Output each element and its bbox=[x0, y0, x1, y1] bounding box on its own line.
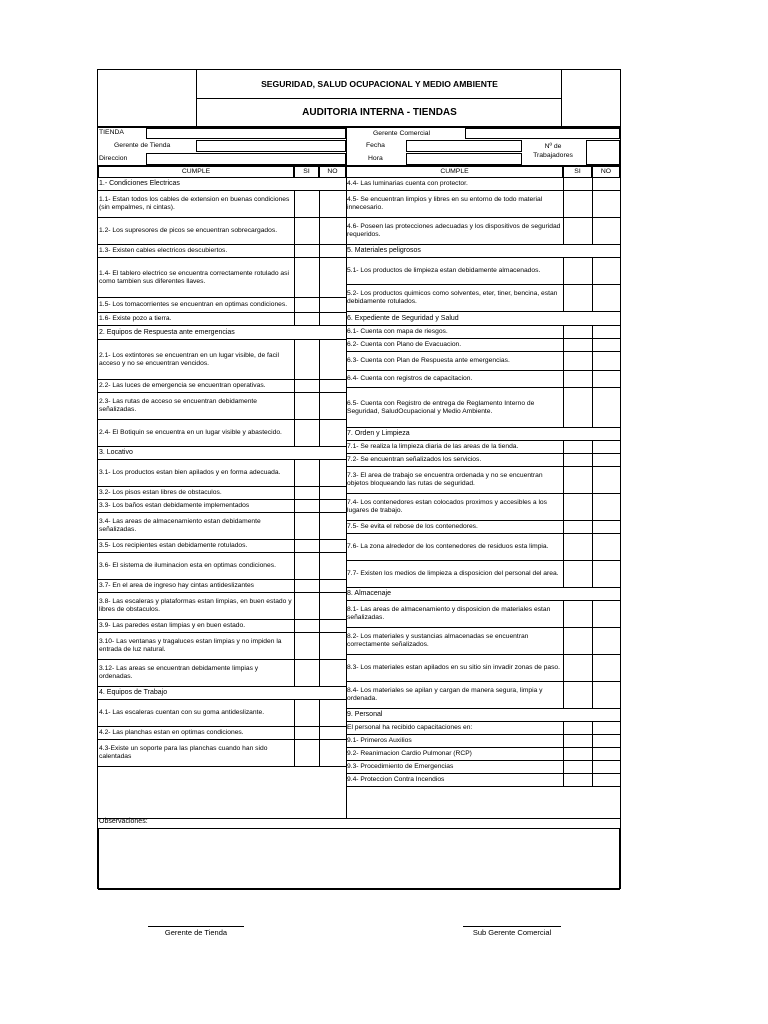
item-text: 9. Personal bbox=[347, 711, 383, 718]
si-checkbox[interactable] bbox=[294, 633, 320, 659]
checklist-item bbox=[98, 540, 346, 553]
section-header bbox=[98, 687, 346, 700]
item-text: 4.2- Las planchas estan en optimas condiciones. bbox=[99, 729, 244, 736]
item-text: 3. Locativo bbox=[99, 449, 133, 456]
item-text: 3.4- Las areas de almacenamiento estan debidamente señalizadas. bbox=[99, 518, 261, 533]
no-checkbox[interactable] bbox=[592, 521, 620, 533]
no-checkbox[interactable] bbox=[592, 628, 620, 654]
si-checkbox[interactable] bbox=[294, 580, 320, 592]
checklist-item bbox=[346, 441, 620, 454]
section-header bbox=[98, 326, 346, 340]
checklist-item bbox=[346, 534, 620, 561]
item-text: 3.1- Los productos estan bien apilados y en forma adecuada. bbox=[99, 469, 281, 476]
si-checkbox[interactable] bbox=[563, 628, 593, 654]
checklist-item bbox=[98, 487, 346, 500]
checklist-item bbox=[98, 191, 346, 218]
item-text: 8. Almacenaje bbox=[347, 590, 391, 597]
no-checkbox[interactable] bbox=[592, 774, 620, 786]
item-text: 8.1- Las areas de almacenamiento y disposicion de materiales estan señalizadas. bbox=[347, 606, 551, 621]
section-header bbox=[346, 245, 620, 258]
item-text: 4.4- Las luminarias cuenta con protector. bbox=[347, 180, 468, 187]
item-text: El personal ha recibido capacitaciones en: bbox=[347, 724, 473, 731]
item-text: 7.1- Se realiza la limpieza diaria de las areas de la tienda. bbox=[347, 443, 519, 450]
no-checkbox[interactable] bbox=[319, 700, 346, 726]
checklist-item bbox=[346, 258, 620, 285]
checklist-item bbox=[98, 633, 346, 660]
si-checkbox[interactable] bbox=[294, 500, 320, 512]
no-checkbox[interactable] bbox=[592, 388, 620, 427]
checklist-item bbox=[98, 620, 346, 633]
si-header-left: SI bbox=[303, 168, 310, 175]
item-text: 3.10- Las ventanas y tragaluces estan limpias y no impiden la entrada de luz natural. bbox=[99, 638, 282, 653]
checklist-item bbox=[346, 388, 620, 428]
item-text: 4.3-Existe un soporte para las planchas cuando han sido calentadas bbox=[99, 745, 268, 760]
si-checkbox[interactable] bbox=[294, 245, 320, 257]
item-text: 7.4- Los contenedores estan colocados proximos y accesibles a los lugares de trabajo. bbox=[347, 499, 547, 514]
si-checkbox[interactable] bbox=[294, 258, 320, 297]
gerente-comercial-label: Gerente Comercial bbox=[373, 130, 431, 137]
si-checkbox[interactable] bbox=[294, 393, 320, 419]
item-text: 5.1- Los productos de limpieza estan debidamente almacenados. bbox=[347, 267, 541, 274]
item-text: 9.2- Reanimacion Cardio Pulmonar (RCP) bbox=[347, 750, 472, 757]
si-checkbox[interactable] bbox=[294, 540, 320, 552]
checklist-item bbox=[346, 655, 620, 682]
item-text: 4. Equipos de Trabajo bbox=[99, 689, 168, 696]
no-checkbox[interactable] bbox=[319, 460, 346, 486]
no-checkbox[interactable] bbox=[592, 371, 620, 387]
left-checklist bbox=[98, 178, 346, 818]
no-checkbox[interactable] bbox=[592, 534, 620, 560]
item-text: 8.3- Los materiales estan apilados en su sitio sin invadir zonas de paso. bbox=[347, 664, 561, 671]
si-checkbox[interactable] bbox=[294, 218, 320, 244]
hora-field[interactable] bbox=[406, 153, 522, 165]
item-text: 4.6- Poseen las protecciones adecuadas y los dispositivos de seguridad requeridos. bbox=[347, 223, 561, 238]
item-text: 7.3- El area de trabajo se encuentra ordenada y no se encuentran objetos bloqueando las rutas de seguridad. bbox=[347, 472, 543, 487]
item-text: 9.3- Procedimiento de Emergencias bbox=[347, 763, 454, 770]
checklist-item bbox=[98, 258, 346, 298]
si-checkbox[interactable] bbox=[563, 352, 593, 370]
item-text: 2.2- Las luces de emergencia se encuentran operativas. bbox=[99, 382, 266, 389]
fecha-field[interactable] bbox=[406, 140, 522, 152]
no-checkbox[interactable] bbox=[319, 580, 346, 592]
item-text: 6. Expediente de Seguridad y Salud bbox=[347, 314, 459, 322]
si-checkbox[interactable] bbox=[294, 513, 320, 539]
item-text: 7.7- Existen los medios de limpieza a disposicion del personal del area. bbox=[347, 570, 559, 577]
no-checkbox[interactable] bbox=[319, 420, 346, 446]
item-text: 2.3- Las rutas de acceso se encuentran debidamente señalizadas. bbox=[99, 398, 258, 413]
si-checkbox[interactable] bbox=[563, 441, 593, 453]
no-checkbox[interactable] bbox=[592, 258, 620, 284]
item-text: 1.5- Los tomacorrientes se encuentran en optimas condiciones. bbox=[99, 301, 288, 308]
item-text: 6.5- Cuenta con Registro de entrega de Reglamento Interno de Seguridad, SaludOcupacional y Medio Ambiente. bbox=[347, 399, 535, 415]
si-checkbox[interactable] bbox=[563, 388, 593, 427]
no-checkbox[interactable] bbox=[319, 660, 346, 686]
item-text: 7.6- La zona alrededor de los contenedores de residuos esta limpia. bbox=[347, 543, 549, 550]
si-checkbox[interactable] bbox=[563, 326, 593, 338]
logo-box bbox=[98, 70, 197, 126]
checklist-item bbox=[346, 761, 620, 774]
si-checkbox[interactable] bbox=[563, 748, 593, 760]
si-checkbox[interactable] bbox=[294, 700, 320, 726]
si-checkbox[interactable] bbox=[563, 534, 593, 560]
no-checkbox[interactable] bbox=[592, 441, 620, 453]
trabajadores-field[interactable] bbox=[586, 140, 620, 165]
section-header bbox=[98, 178, 346, 191]
item-text: 2. Equipos de Respuesta ante emergencias bbox=[99, 328, 235, 336]
checklist-item bbox=[98, 740, 346, 767]
checklist-item bbox=[98, 340, 346, 380]
checklist-item bbox=[346, 494, 620, 521]
checklist-item bbox=[346, 326, 620, 339]
si-checkbox[interactable] bbox=[294, 313, 320, 325]
checklist-item bbox=[346, 628, 620, 655]
checklist-item bbox=[98, 245, 346, 258]
item-text: 9.1- Primeros Auxilios bbox=[347, 737, 412, 744]
header-right-box bbox=[561, 70, 620, 126]
si-checkbox[interactable] bbox=[563, 655, 593, 681]
si-checkbox[interactable] bbox=[294, 460, 320, 486]
no-checkbox[interactable] bbox=[319, 313, 346, 325]
si-checkbox[interactable] bbox=[294, 727, 320, 739]
si-checkbox[interactable] bbox=[563, 258, 593, 284]
si-checkbox[interactable] bbox=[294, 191, 320, 217]
no-header-left: NO bbox=[327, 168, 338, 175]
right-checklist bbox=[346, 178, 620, 818]
section-header bbox=[346, 709, 620, 722]
item-text: 1.3- Existen cables electricos descubiertos. bbox=[99, 247, 228, 254]
si-checkbox[interactable] bbox=[563, 218, 593, 244]
no-checkbox[interactable] bbox=[319, 633, 346, 659]
checklist-item bbox=[346, 454, 620, 467]
checklist-item bbox=[346, 722, 620, 735]
no-header-right: NO bbox=[600, 168, 612, 175]
si-checkbox[interactable] bbox=[563, 601, 593, 627]
no-checkbox[interactable] bbox=[319, 513, 346, 539]
no-checkbox[interactable] bbox=[319, 740, 346, 766]
form-header bbox=[98, 70, 620, 127]
item-text: 3.9- Las paredes estan limpias y en buen estado. bbox=[99, 622, 246, 629]
si-checkbox[interactable] bbox=[563, 521, 593, 533]
checklist-item bbox=[346, 748, 620, 761]
no-checkbox[interactable] bbox=[592, 722, 620, 734]
checklist-item bbox=[98, 553, 346, 580]
item-text: 4.5- Se encuentran limpios y libres en su entorno de todo material innecesario. bbox=[347, 196, 543, 211]
no-checkbox[interactable] bbox=[592, 467, 620, 493]
tienda-label: TIENDA bbox=[99, 129, 124, 136]
si-checkbox[interactable] bbox=[294, 340, 320, 379]
checklist-item bbox=[98, 380, 346, 393]
item-text: 1.6- Existe pozo a tierra. bbox=[99, 315, 172, 322]
no-checkbox[interactable] bbox=[319, 540, 346, 552]
checklist-item bbox=[346, 682, 620, 709]
si-checkbox[interactable] bbox=[563, 467, 593, 493]
section-header bbox=[346, 428, 620, 441]
header-title: SEGURIDAD, SALUD OCUPACIONAL Y MEDIO AMBIENTE bbox=[197, 70, 562, 99]
item-text: 1.4- El tablero electrico se encuentra correctamente rotulado asi como tambien sus diferentes llaves. bbox=[99, 269, 289, 285]
checklist-item bbox=[346, 735, 620, 748]
checklist-item bbox=[98, 593, 346, 620]
item-text: 3.2- Los pisos estan libres de obstaculos. bbox=[99, 489, 222, 496]
checklist-item bbox=[346, 601, 620, 628]
si-checkbox[interactable] bbox=[563, 774, 593, 786]
item-text: 1.2- Los supresores de picos se encuentran sobrecargados. bbox=[99, 227, 278, 234]
no-checkbox[interactable] bbox=[319, 487, 346, 499]
item-text: 6.4- Cuenta con registros de capacitacion. bbox=[347, 375, 473, 382]
item-text: 3.3- Los baños estan debidamente implementados bbox=[99, 502, 250, 509]
audit-form bbox=[97, 69, 621, 889]
no-checkbox[interactable] bbox=[592, 601, 620, 627]
no-checkbox[interactable] bbox=[592, 561, 620, 587]
checklist-item bbox=[98, 460, 346, 487]
checklist-item bbox=[98, 298, 346, 313]
si-checkbox[interactable] bbox=[294, 660, 320, 686]
si-checkbox[interactable] bbox=[563, 191, 593, 217]
item-text: 3.5- Los recipientes estan debidamente rotulados. bbox=[99, 542, 248, 549]
item-text: 3.6- El sistema de iluminacion esta en optimas condiciones. bbox=[99, 562, 276, 569]
section-header bbox=[98, 447, 346, 460]
checklist-item bbox=[98, 393, 346, 420]
item-text: 3.7- En el area de ingreso hay cintas antideslizantes bbox=[99, 582, 255, 589]
gerente-tienda-label: Gerente de Tienda bbox=[114, 142, 171, 149]
no-checkbox[interactable] bbox=[592, 352, 620, 370]
item-text: 6.1- Cuenta con mapa de riesgos. bbox=[347, 328, 448, 335]
item-text: 2.1- Los extintores se encuentran en un lugar visible, de facil acceso y no se encuentran vencidos. bbox=[99, 351, 279, 367]
checklist-item bbox=[346, 191, 620, 218]
checklist-item bbox=[98, 500, 346, 513]
item-text: 6.3- Cuenta con Plan de Respuesta ante emergencias. bbox=[347, 357, 510, 364]
no-checkbox[interactable] bbox=[319, 258, 346, 297]
si-checkbox[interactable] bbox=[294, 380, 320, 392]
item-text: 8.2- Los materiales y sustancias almacenadas se encuentran correctamente señalizados. bbox=[347, 633, 529, 648]
checklist-item bbox=[346, 371, 620, 388]
si-checkbox[interactable] bbox=[563, 178, 593, 190]
checklist-item bbox=[98, 513, 346, 540]
signature-sub-gerente: Sub Gerente Comercial bbox=[463, 926, 561, 937]
cumple-header-left: CUMPLE bbox=[181, 168, 211, 175]
trabajadores-label: Nº de Trabajadores bbox=[533, 143, 573, 159]
checklist-item bbox=[346, 467, 620, 494]
section-header bbox=[346, 588, 620, 601]
no-checkbox[interactable] bbox=[319, 191, 346, 217]
observaciones-field[interactable] bbox=[98, 828, 620, 890]
checklist-item bbox=[98, 660, 346, 687]
item-text: 2.4- El Botiquin se encuentra en un lugar visible y abastecido. bbox=[99, 429, 282, 436]
checklist-item bbox=[346, 178, 620, 191]
item-text: 7.2- Se encuentran señalizados los servicios. bbox=[347, 456, 482, 463]
checklist-item bbox=[346, 218, 620, 245]
si-checkbox[interactable] bbox=[563, 285, 593, 311]
no-checkbox[interactable] bbox=[592, 218, 620, 244]
si-header-right: SI bbox=[574, 168, 581, 175]
checklist-item bbox=[98, 700, 346, 727]
cumple-header-right: CUMPLE bbox=[440, 168, 469, 175]
item-text: 7.5- Se evita el rebose de los contenedores. bbox=[347, 523, 478, 530]
item-text: 5. Materiales peligrosos bbox=[347, 247, 421, 254]
no-checkbox[interactable] bbox=[592, 494, 620, 520]
item-text: 1.1- Estan todos los cables de extension en buenas condiciones (sin empalmes, ni cintas). bbox=[99, 196, 290, 211]
no-checkbox[interactable] bbox=[592, 748, 620, 760]
si-checkbox[interactable] bbox=[294, 487, 320, 499]
no-checkbox[interactable] bbox=[319, 298, 346, 312]
no-checkbox[interactable] bbox=[592, 454, 620, 466]
item-text: 3.12- Las areas se encuentran debidamente limpias y ordenadas. bbox=[99, 665, 259, 680]
checklist-item bbox=[98, 580, 346, 593]
no-checkbox[interactable] bbox=[592, 735, 620, 747]
no-checkbox[interactable] bbox=[592, 285, 620, 311]
checklist-item bbox=[346, 521, 620, 534]
si-checkbox[interactable] bbox=[563, 454, 593, 466]
checklist-item bbox=[346, 561, 620, 588]
item-text: 7. Orden y Limpieza bbox=[347, 430, 410, 437]
si-checkbox[interactable] bbox=[294, 620, 320, 632]
no-checkbox[interactable] bbox=[319, 393, 346, 419]
checklist-item bbox=[98, 313, 346, 326]
fecha-label: Fecha bbox=[366, 142, 385, 149]
no-checkbox[interactable] bbox=[319, 245, 346, 257]
direccion-label: Direccion bbox=[99, 155, 128, 162]
checklist-item bbox=[98, 420, 346, 447]
si-checkbox[interactable] bbox=[294, 593, 320, 619]
si-checkbox[interactable] bbox=[294, 420, 320, 446]
si-checkbox[interactable] bbox=[563, 722, 593, 734]
observaciones-label: Observaciones: bbox=[99, 818, 148, 825]
no-checkbox[interactable] bbox=[592, 191, 620, 217]
item-text: 8.4- Los materiales se apilan y cargan de manera segura, limpia y ordenada. bbox=[347, 687, 543, 702]
si-checkbox[interactable] bbox=[294, 553, 320, 579]
tienda-field[interactable] bbox=[146, 128, 346, 139]
header-subtitle: AUDITORIA INTERNA - TIENDAS bbox=[302, 107, 457, 118]
no-checkbox[interactable] bbox=[319, 380, 346, 392]
item-text: 5.2- Los productos quimicos como solventes, eter, tiner, bencina, estan debidamente rotulados. bbox=[347, 290, 558, 305]
no-checkbox[interactable] bbox=[592, 178, 620, 190]
si-checkbox[interactable] bbox=[563, 561, 593, 587]
item-text: 4.1- Las escaleras cuentan con su goma antideslizante. bbox=[99, 709, 265, 716]
no-checkbox[interactable] bbox=[592, 339, 620, 351]
item-text: 9.4- Proteccion Contra Incendios bbox=[347, 776, 445, 783]
no-checkbox[interactable] bbox=[592, 655, 620, 681]
signature-gerente-tienda: Gerente de Tienda bbox=[148, 926, 244, 937]
item-text: 6.2- Cuenta con Plano de Evacuacion. bbox=[347, 341, 462, 348]
checklist-item bbox=[346, 339, 620, 352]
gerente-tienda-field[interactable] bbox=[196, 140, 346, 152]
gerente-comercial-field[interactable] bbox=[465, 128, 620, 139]
si-checkbox[interactable] bbox=[563, 339, 593, 351]
item-text: 1.- Condiciones Electricas bbox=[99, 180, 180, 187]
checklist-item bbox=[346, 352, 620, 371]
checklist-item bbox=[346, 774, 620, 787]
no-checkbox[interactable] bbox=[319, 218, 346, 244]
section-header bbox=[346, 312, 620, 326]
si-checkbox[interactable] bbox=[563, 735, 593, 747]
item-text: 3.8- Las escaleras y plataformas estan limpias, en buen estado y libres de obstaculos. bbox=[99, 598, 292, 613]
si-checkbox[interactable] bbox=[294, 740, 320, 766]
checklist-item bbox=[98, 727, 346, 740]
no-checkbox[interactable] bbox=[319, 620, 346, 632]
si-checkbox[interactable] bbox=[294, 298, 320, 312]
no-checkbox[interactable] bbox=[319, 727, 346, 739]
si-checkbox[interactable] bbox=[563, 682, 593, 708]
direccion-field[interactable] bbox=[146, 153, 346, 165]
hora-label: Hora bbox=[368, 155, 383, 162]
si-checkbox[interactable] bbox=[563, 371, 593, 387]
si-checkbox[interactable] bbox=[563, 761, 593, 773]
no-checkbox[interactable] bbox=[319, 553, 346, 579]
no-checkbox[interactable] bbox=[592, 326, 620, 338]
si-checkbox[interactable] bbox=[563, 494, 593, 520]
checklist-item bbox=[98, 218, 346, 245]
no-checkbox[interactable] bbox=[592, 682, 620, 708]
no-checkbox[interactable] bbox=[319, 593, 346, 619]
no-checkbox[interactable] bbox=[319, 500, 346, 512]
no-checkbox[interactable] bbox=[319, 340, 346, 379]
checklist-item bbox=[346, 285, 620, 312]
no-checkbox[interactable] bbox=[592, 761, 620, 773]
